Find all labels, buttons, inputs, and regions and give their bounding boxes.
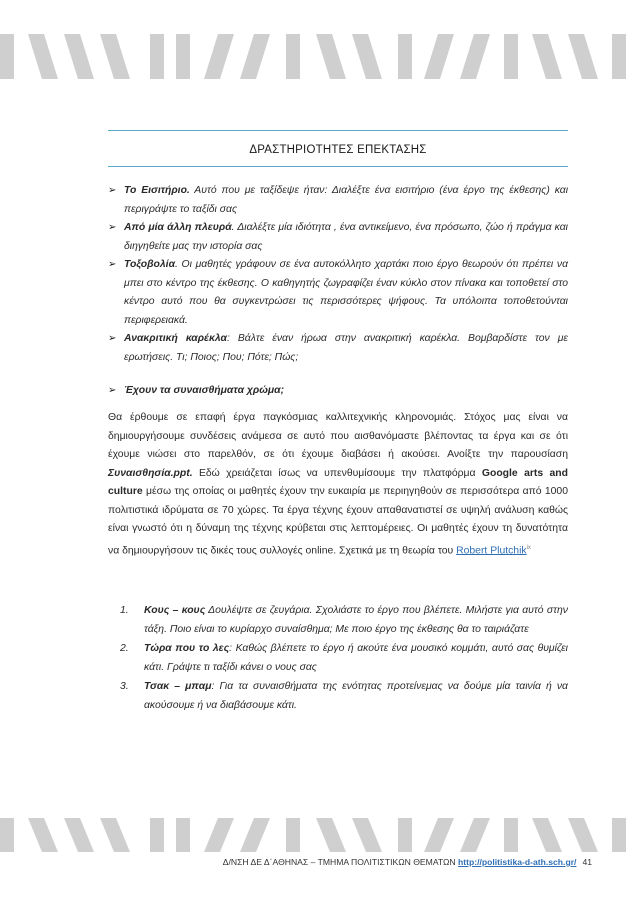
- item-title: Ανακριτική καρέκλα: [124, 333, 227, 344]
- heading-bottom-rule: [108, 166, 568, 167]
- heading-top-rule: [108, 130, 568, 131]
- item-number: 3.: [120, 681, 129, 692]
- item-title: Κους – κους: [144, 605, 206, 616]
- list-item: [108, 182, 568, 219]
- item-number: 1.: [120, 605, 129, 616]
- item-number: 2.: [120, 643, 129, 654]
- numbered-list: [108, 602, 568, 716]
- arrow-bullet-icon: ➢: [108, 385, 117, 396]
- item-title: Τώρα που το λες: [144, 643, 230, 654]
- list-item: [120, 640, 568, 677]
- arrow-bullet-icon: ➢: [108, 259, 117, 270]
- item-text: Αυτό που με ταξίδεψε ήταν: Διαλέξτε ένα εισιτήριο (ένα έργο της έκθεσης) και περιγράψτε το ταξίδι σας: [124, 185, 568, 215]
- plutchik-link[interactable]: Robert Plutchik: [456, 544, 527, 556]
- footer-url-link[interactable]: http://politistika-d-ath.sch.gr/: [458, 857, 577, 867]
- section-title: Έχουν τα συναισθήματα χρώμα;: [124, 385, 285, 396]
- page-heading: ΔΡΑΣΤΗΡΙΟΤΗΤΕΣ ΕΠΕΚΤΑΣΗΣ: [249, 144, 427, 156]
- section-heading: [108, 382, 568, 401]
- top-decorative-banner: [0, 24, 638, 79]
- list-item: [120, 602, 568, 639]
- item-text: . Διαλέξτε μία ιδιότητα , ένα αντικείμενο, ένα πρόσωπο, ζώο ή πράγμα και διηγηθείτε μας την ιστορία σας: [124, 222, 568, 252]
- item-title: Τσακ – μπαμ: [144, 681, 212, 692]
- list-item: [108, 219, 568, 256]
- arrow-bullet-icon: ➢: [108, 222, 117, 233]
- item-text: . Οι μαθητές γράφουν σε ένα αυτοκόλλητο χαρτάκι ποιο έργο θεωρούν ότι πρέπει να μπει στο κέντρο της έκθεσης. Ο καθηγητής ζωγραφίζει έναν κύκλο στον πίνακα και τοποθετεί στο κέντρο αυτό που θα συγκεντρώσει τις περισσότερες ψήφους. Τα υπόλοιπα τοποθετούνται περιφερειακά.: [124, 259, 568, 326]
- list-item: [120, 678, 568, 715]
- activities-list: [108, 182, 568, 367]
- file-name: Συναισθησία.ppt.: [108, 467, 193, 479]
- platform-name: Google arts and culture: [108, 467, 568, 497]
- page-number: 41: [582, 857, 592, 867]
- footer-org: Δ/ΝΣΗ ΔΕ Δ΄ΑΘΗΝΑΣ – ΤΜΗΜΑ ΠΟΛΙΤΙΣΤΙΚΩΝ ΘΕΜΑΤΩΝ: [222, 857, 459, 867]
- item-title: Τοξοβολία: [124, 259, 176, 270]
- footnote-ref: ix: [526, 544, 531, 551]
- page-footer: [0, 857, 592, 867]
- arrow-bullet-icon: ➢: [108, 333, 117, 344]
- item-title: Το Εισιτήριο.: [124, 185, 190, 196]
- item-text: : Για τα συναισθήματα της ενότητας προτείνεμας να δούμε μία ταινία ή να ακούσουμε ή να διαβάσουμε κάτι.: [144, 681, 568, 711]
- list-item: [108, 256, 568, 330]
- list-item: [108, 330, 568, 367]
- intro-paragraph: Θα έρθουμε σε επαφή έργα παγκόσμιας καλλιτεχνικής κληρονομιάς. Στόχος μας είναι να δημιουργήσουμε συνδέσεις ανάμεσα σε αυτό που αισθανόμαστε βλέποντας τα έργα και σε ότι έχουμε νιώσει στο παρελθόν, σε ότι έχουμε διαβάσει ή ακούσει. Ανοίξτε την παρουσίαση Συναισθησία.ppt. Εδώ χρειάζεται ίσως να υπενθυμίσουμε την πλατφόρμα Google arts and culture μέσω της οποίας οι μαθητές έχουν την ευκαιρία με περιηγηθούν σε περισσότερα από 1000 πολιτιστικά ιδρύματα σε 70 χώρες. Τα έργα τέχνης έχουν απαθανατιστεί σε υψηλή ανάλυση καθώς είναι γνωστό ότι η δύναμη της τέχνης κρύβεται στις λεπτομέρειες. Οι μαθητές έχουν τη δυνατότητα να δημιουργήσουν τις δικές τους συλλογές online. Σχετικά με τη θεωρία του Robert Plutchik$^{ix}$: [108, 412, 568, 556]
- arrow-bullet-icon: ➢: [108, 185, 117, 196]
- item-title: Από μία άλλη πλευρά: [124, 222, 232, 233]
- item-text: : Βάλτε έναν ήρωα στην ανακριτική καρέκλα. Βομβαρδίστε τον με ερωτήσεις. Τι; Ποιος; Που; Πότε; Πώς;: [124, 333, 568, 363]
- item-text: Δουλέψτε σε ζευγάρια. Σχολιάστε το έργο που βλέπετε. Μιλήστε για αυτό στην τάξη. Ποιο είναι το κυρίαρχο συναίσθημα; Με ποιο έργο της έκθεσης θα το ταιριάζατε: [144, 605, 568, 635]
- item-text: : Καθώς βλέπετε το έργο ή ακούτε ένα μουσικό κομμάτι, αυτό σας θυμίζει κάτι. Γράψτε τι ταξίδι κάνει ο νους σας: [144, 643, 568, 673]
